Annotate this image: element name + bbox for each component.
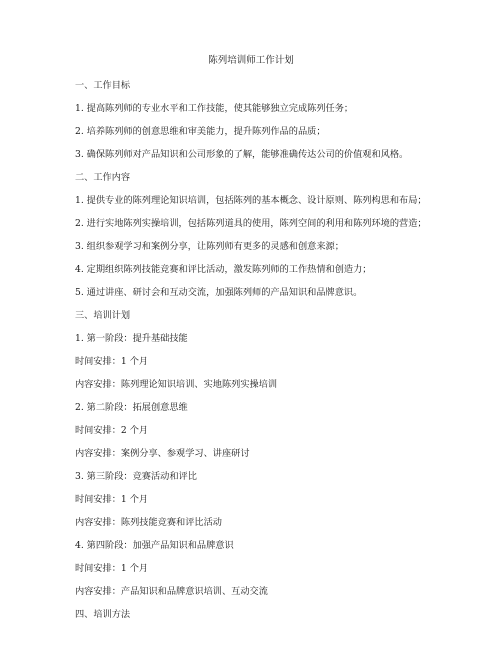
paragraph-line: 3. 组织参观学习和案例分享，让陈列师有更多的灵感和创意来源； xyxy=(75,241,344,252)
paragraph-line: 时间安排：1 个月 xyxy=(75,563,149,574)
section-heading-content: 二、工作内容 xyxy=(75,172,131,183)
paragraph-line: 3. 第三阶段：竞赛活动和评比 xyxy=(75,471,197,482)
paragraph-line: 1. 第一阶段：提升基础技能 xyxy=(75,333,188,344)
paragraph-line: 内容安排：陈列理论知识培训、实地陈列实操培训 xyxy=(75,379,278,390)
section-heading-methods: 四、培训方法 xyxy=(75,609,131,620)
paragraph-line: 2. 进行实地陈列实操培训，包括陈列道具的使用，陈列空间的利用和陈列环境的营造； xyxy=(75,218,427,229)
paragraph-line: 时间安排：2 个月 xyxy=(75,425,149,436)
paragraph-line: 4. 定期组织陈列技能竞赛和评比活动，激发陈列师的工作热情和创造力； xyxy=(75,264,372,275)
section-heading-plan: 三、培训计划 xyxy=(75,310,131,321)
paragraph-line: 3. 确保陈列师对产品知识和公司形象的了解，能够准确传达公司的价值观和风格。 xyxy=(75,149,409,160)
document-title: 陈列培训师工作计划 xyxy=(208,55,294,66)
paragraph-line: 2. 第二阶段：拓展创意思维 xyxy=(75,402,188,413)
paragraph-line: 内容安排：陈列技能竞赛和评比活动 xyxy=(75,517,222,528)
paragraph-line: 时间安排：1 个月 xyxy=(75,356,149,367)
paragraph-line: 4. 第四阶段：加强产品知识和品牌意识 xyxy=(75,540,234,551)
paragraph-line: 1. 提供专业的陈列理论知识培训，包括陈列的基本概念、设计原则、陈列构思和布局； xyxy=(75,195,427,206)
paragraph-line: 2. 培养陈列师的创意思维和审美能力，提升陈列作品的品质； xyxy=(75,126,326,137)
paragraph-line: 1. 提高陈列师的专业水平和工作技能，使其能够独立完成陈列任务； xyxy=(75,103,354,114)
paragraph-line: 5. 通过讲座、研讨会和互动交流，加强陈列师的产品知识和品牌意识。 xyxy=(75,287,363,298)
paragraph-line: 内容安排：产品知识和品牌意识培训、互动交流 xyxy=(75,586,268,597)
paragraph-line: 时间安排：1 个月 xyxy=(75,494,149,505)
paragraph-line: 内容安排：案例分享、参观学习、讲座研讨 xyxy=(75,448,250,459)
section-heading-goals: 一、工作目标 xyxy=(75,80,131,91)
